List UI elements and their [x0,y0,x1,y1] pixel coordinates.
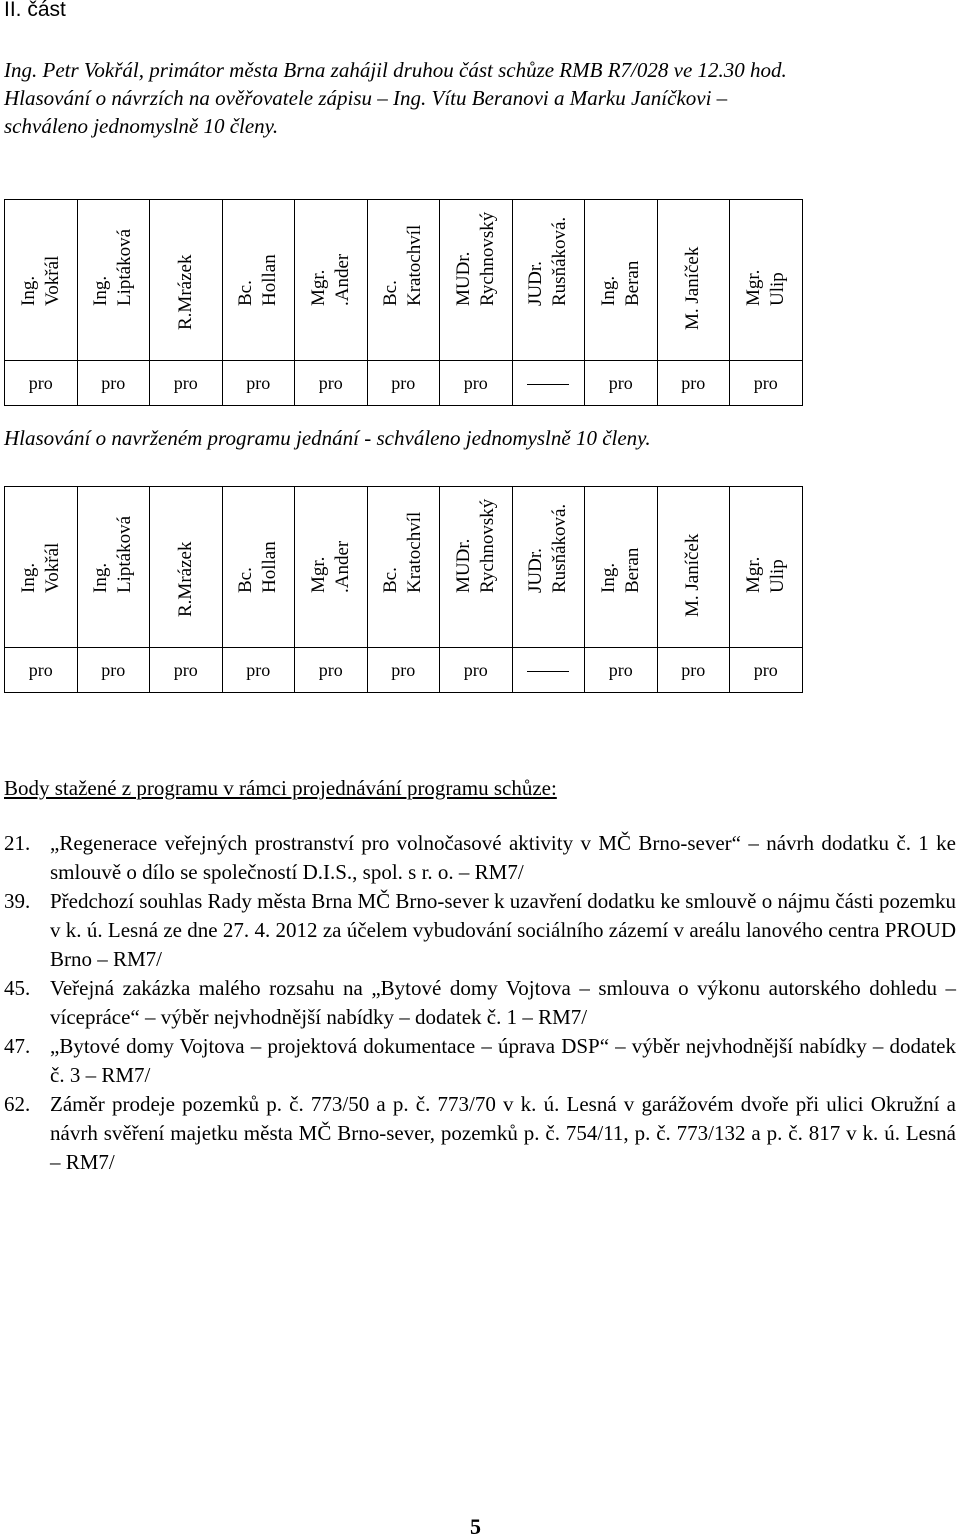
intro-paragraph [4,56,956,140]
voter-name [681,534,705,617]
voter-title: Bc. [380,567,402,593]
voter-name-cell [367,200,440,361]
abstain-dash [527,671,569,672]
vote-value: pro [730,361,803,406]
list-item [4,974,956,1032]
voter-title: M. Janíček [682,533,704,617]
voter-name-cell [295,487,368,648]
intro-line: Hlasování o návrzích na ověřovatele zápisu – Ing. Vítu Beranovi a Marku Janíčkovi – [4,86,728,110]
voter-title: Ing. [17,275,39,306]
voter-name [234,541,282,593]
vote-header-row [5,200,803,361]
item-number: 47. [4,1034,31,1058]
item-text: „Bytové domy Vojtova – projektová dokumentace – úprava DSP“ – výběr nejvhodnější nabídky – dodatek č. 3 – RM7/ [50,1034,956,1087]
vote-value: pro [657,361,730,406]
vote-value: pro [367,361,440,406]
voter-name [17,256,65,306]
voter-name [17,543,65,593]
item-number: 21. [4,831,31,855]
abstain-dash [527,384,569,385]
item-text: Záměr prodeje pozemků p. č. 773/50 a p. č. 773/70 v k. ú. Lesná v garážovém dvoře při ulici Okružní a návrh svěření majetku města MČ Brno-sever, pozemků p. č. 754/11, p. č. 773/132 a p. č. 817 v k. ú. Lesná – RM7/ [50,1092,956,1174]
vote-value: pro [77,648,150,693]
vote-value: pro [5,361,78,406]
program-vote-heading: Hlasování o navrženém programu jednání - schváleno jednomyslně 10 členy. [4,426,651,450]
voter-title: Ing. [597,562,619,593]
vote-values-row [5,648,803,693]
voter-name [524,217,572,306]
item-number: 45. [4,976,31,1000]
voter-surname: Ulip [766,272,788,306]
removed-items-list [4,829,956,1177]
voter-title: R.Mrázek [174,541,196,617]
voter-surname: Liptáková [114,515,136,593]
voter-surname: Rychnovský [476,498,498,593]
voter-name-cell [512,487,585,648]
voter-name-cell [585,487,658,648]
voter-surname: Hollan [259,254,281,306]
vote-value: pro [440,648,513,693]
voter-title: JUDr. [525,261,547,306]
voter-surname: Beran [621,260,643,306]
vote-value [512,361,585,406]
vote-value: pro [150,361,223,406]
voter-name [379,512,427,593]
vote-value: pro [5,648,78,693]
voter-title: Bc. [235,567,257,593]
voter-name-cell [657,487,730,648]
voter-surname: Liptáková [114,228,136,306]
voter-name [524,504,572,593]
list-item [4,887,956,974]
item-text: „Regenerace veřejných prostranství pro volnočasové aktivity v MČ Brno-sever“ – návrh dodatku č. 1 ke smlouvě o dílo se společností D.I.S., spol. s r. o. – RM7/ [50,831,956,884]
vote-value: pro [77,361,150,406]
item-text: Předchozí souhlas Rady města Brna MČ Brno-sever k uzavření dodatku ke smlouvě o nájmu části pozemku v k. ú. Lesná ze dne 27. 4. 2012 za účelem vybudování sociálního zázemí v areálu lanového centra PROUD Brno – RM7/ [50,889,956,971]
voter-surname: .Ander [331,540,353,593]
part-title: II. část [4,0,66,21]
voter-title: Mgr. [742,556,764,593]
voter-title: M. Janíček [682,246,704,330]
vote-value: pro [440,361,513,406]
vote-values-row [5,361,803,406]
voter-name [234,254,282,306]
vote-value: pro [657,648,730,693]
voter-name [307,254,355,306]
voter-name-cell [730,487,803,648]
voter-title: Ing. [597,275,619,306]
voter-name-cell [222,200,295,361]
vote-value: pro [295,361,368,406]
intro-line: Ing. Petr Vokřál, primátor města Brna zahájil druhou část schůze RMB R7/028 ve 12.30 hod. [4,58,787,82]
intro-line: schváleno jednomyslně 10 členy. [4,114,279,138]
voter-title: Mgr. [307,556,329,593]
vote-value: pro [222,361,295,406]
vote-table-program [4,486,803,693]
list-item [4,1090,956,1177]
voter-surname: Kratochvíl [404,511,426,593]
vote-value: pro [222,648,295,693]
voter-surname: Beran [621,547,643,593]
voter-name [742,557,790,593]
voter-title: Mgr. [307,269,329,306]
voter-name-cell [730,200,803,361]
vote-table-verifiers [4,199,803,406]
voter-name [681,247,705,330]
voter-title: Mgr. [742,269,764,306]
voter-title: Ing. [17,562,39,593]
vote-value: pro [150,648,223,693]
voter-name-cell [150,200,223,361]
item-text: Veřejná zakázka malého rozsahu na „Bytové domy Vojtova – smlouva o výkonu autorského dohledu – vícepráce“ – výběr nejvhodnější nabídky – dodatek č. 1 – RM7/ [50,976,956,1029]
voter-surname: Vokřál [41,255,63,306]
voter-name [452,212,500,306]
voter-title: Bc. [235,280,257,306]
voter-name [89,516,137,593]
voter-name-cell [295,200,368,361]
voter-name-cell [512,200,585,361]
voter-name [307,541,355,593]
vote-value: pro [585,648,658,693]
voter-name-cell [5,487,78,648]
voter-title: Ing. [90,275,112,306]
voter-name-cell [5,200,78,361]
vote-value: pro [295,648,368,693]
item-number: 39. [4,889,31,913]
voter-name-cell [150,487,223,648]
voter-title: JUDr. [525,548,547,593]
voter-name [597,261,645,306]
list-item [4,829,956,887]
list-item [4,1032,956,1090]
voter-name [89,229,137,306]
voter-name-cell [440,200,513,361]
voter-name-cell [77,200,150,361]
voter-name-cell [585,200,658,361]
vote-value: pro [730,648,803,693]
voter-name [452,499,500,593]
voter-surname: Rusňáková. [549,503,571,593]
voter-title: R.Mrázek [174,254,196,330]
voter-title: MUDr. [452,251,474,306]
voter-title: MUDr. [452,538,474,593]
vote-header-row [5,487,803,648]
voter-name-cell [440,487,513,648]
removed-items-heading: Body stažené z programu v rámci projednávání programu schůze: [4,776,557,800]
voter-name [597,548,645,593]
item-number: 62. [4,1092,31,1116]
voter-name [174,542,198,617]
voter-name-cell [657,200,730,361]
voter-name-cell [367,487,440,648]
voter-name-cell [77,487,150,648]
voter-surname: Vokřál [41,542,63,593]
voter-name [742,270,790,306]
voter-title: Ing. [90,562,112,593]
voter-name [174,255,198,330]
voter-name-cell [222,487,295,648]
voter-surname: Kratochvíl [404,224,426,306]
voter-surname: Rychnovský [476,211,498,306]
voter-title: Bc. [380,280,402,306]
voter-surname: .Ander [331,253,353,306]
vote-value [512,648,585,693]
vote-value: pro [585,361,658,406]
voter-name [379,225,427,306]
page-number: 5 [470,1514,481,1539]
voter-surname: Hollan [259,541,281,593]
vote-value: pro [367,648,440,693]
voter-surname: Ulip [766,559,788,593]
voter-surname: Rusňáková. [549,216,571,306]
